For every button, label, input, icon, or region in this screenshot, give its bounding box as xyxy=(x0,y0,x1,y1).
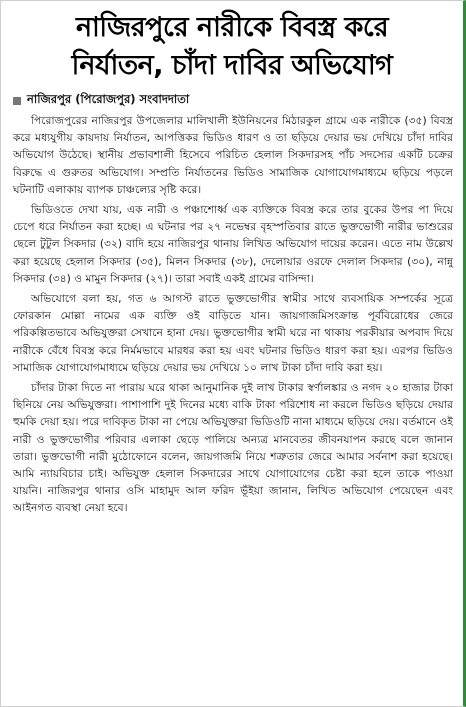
article-body xyxy=(13,112,453,517)
paragraph-4: চাঁদার টাকা দিতে না পারায় ঘরে থাকা আনুমানিক দুই লাখ টাকার স্বর্ণালঙ্কার ও নগদ ২০ হাজার টাকা ছিনিয়ে নেয় অভিযুক্তরা। পাশাপাশি দুই দিনের মধ্যে বাকি টাকা পরিশোধ না করলে ভিডিও ছড়িয়ে দেয়ার হুমকি দেয়া হয়। পরে দাবিকৃত টাকা না পেয়ে অভিযুক্তরা ভিডিওটি নানা মাধ্যমে ছড়িয়ে দেয়। বর্তমানে ওই নারী ও ভুক্তভোগীর পরিবার এলাকা ছেড়ে পালিয়ে অন্যত্র মানবেতর জীবনযাপন করছে বলে জানান তারা। ভুক্তভোগী নারী মুঠোফোনে বলেন, জায়গাজমি নিয়ে শত্রুতার জেরে আমার সর্বনাশ করা হয়েছে। আমি ন্যায়বিচার চাই। অভিযুক্ত হেলাল সিকদারের সাথে যোগাযোগের চেষ্টা করা হলে তাকে পাওয়া যায়নি। নাজিরপুর থানার ওসি মাহামুদ আল ফরিদ ভূঁইয়া জানান, লিখিত অভিযোগ পেয়েছেন এবং আইনগত ব্যবস্থা নেয়া হবে। xyxy=(13,381,453,515)
square-bullet-icon xyxy=(13,97,21,105)
paragraph-3: অভিযোগে বলা হয়, গত ৬ আগস্ট রাতে ভুক্তভোগীর স্বামীর সাথে ব্যবসায়িক সম্পর্কের সূত্রে ফোরকান মোল্লা নামের এক ব্যক্তি ওই বাড়িতে যান। জায়গাজমিসংক্রান্ত পূর্ববিরোধের জেরে পরিকল্পিতভাবে অভিযুক্তরা সেখানে হানা দেয়। ভুক্তভোগীর স্বামী ঘরে না থাকায় পরকীয়ার অপবাদ দিয়ে নারীকে বেঁধে বিবস্ত্র করে নির্মমভাবে মারধর করা হয় এবং ঘটনার ভিডিও ধারণ করা হয়। এরপর ভিডিও সামাজিক যোগাযোগমাধ্যমে ছড়িয়ে দেয়ার ভয় দেখিয়ে ১০ লাখ টাকা চাঁদা দাবি করা হয়। xyxy=(13,292,453,374)
headline xyxy=(1,1,463,85)
byline xyxy=(13,91,453,110)
paragraph-2: ভিডিওতে দেখা যায়, এক নারী ও পঞ্চাশোর্ধ্ব এক ব্যক্তিকে বিবস্ত্র করে তার বুকের উপর পা দিয়ে চেপে ধরে নির্যাতন করা হচ্ছে। এ ঘটনার পর ২৭ নভেম্বর বৃহস্পতিবার রাতে ভুক্তভোগী নারীর ভাশুরের ছেলে টুটুল সিকদার (৩২) বাদি হয়ে নাজিরপুর থানায় লিখিত অভিযোগ দায়ের করেন। এতে নাম উল্লেখ করা হয়েছে হেলাল সিকদার (৩৫), মিলন সিকদার (৩৮), দেলোয়ার ওরফে দেলাল সিকদার (৩০), নান্নু সিকদার (৩৪) ও মামুন সিকদার (২৭)। তারা সবাই একই গ্রামের বাসিন্দা। xyxy=(13,203,453,285)
paragraph-1: পিরোজপুরের নাজিরপুর উপজেলার মালিখালী ইউনিয়নের মিঠারকুল গ্রামে এক নারীকে (৩৫) বিবস্ত্র করে মধ্যযুগীয় কায়দায় নির্যাতন, আপত্তিকর ভিডিও ধারণ ও তা ছড়িয়ে দেয়ার ভয় দেখিয়ে চাঁদা দাবির অভিযোগ উঠেছে। স্থানীয় প্রভাবশালী হিসেবে পরিচিত হেলাল সিকদারসহ পাঁচ সদস্যের একটি চক্রের বিরুদ্ধে এ গুরুতর অভিযোগ। সম্প্রতি নির্যাতনের ভিডিও সামাজিক যোগাযোগমাধ্যমে ছড়িয়ে পড়লে ঘটনাটি এলাকায় ব্যাপক চাঞ্চল্যের সৃষ্টি করে। xyxy=(13,114,453,196)
headline-line-1: নাজিরপুরে নারীকে বিবস্ত্র করে xyxy=(75,12,389,43)
headline-line-2: নির্যাতন, চাঁদা দাবির অভিযোগ xyxy=(71,50,393,81)
byline-text: নাজিরপুর (পিরোজপুর) সংবাদদাতা xyxy=(27,92,190,106)
